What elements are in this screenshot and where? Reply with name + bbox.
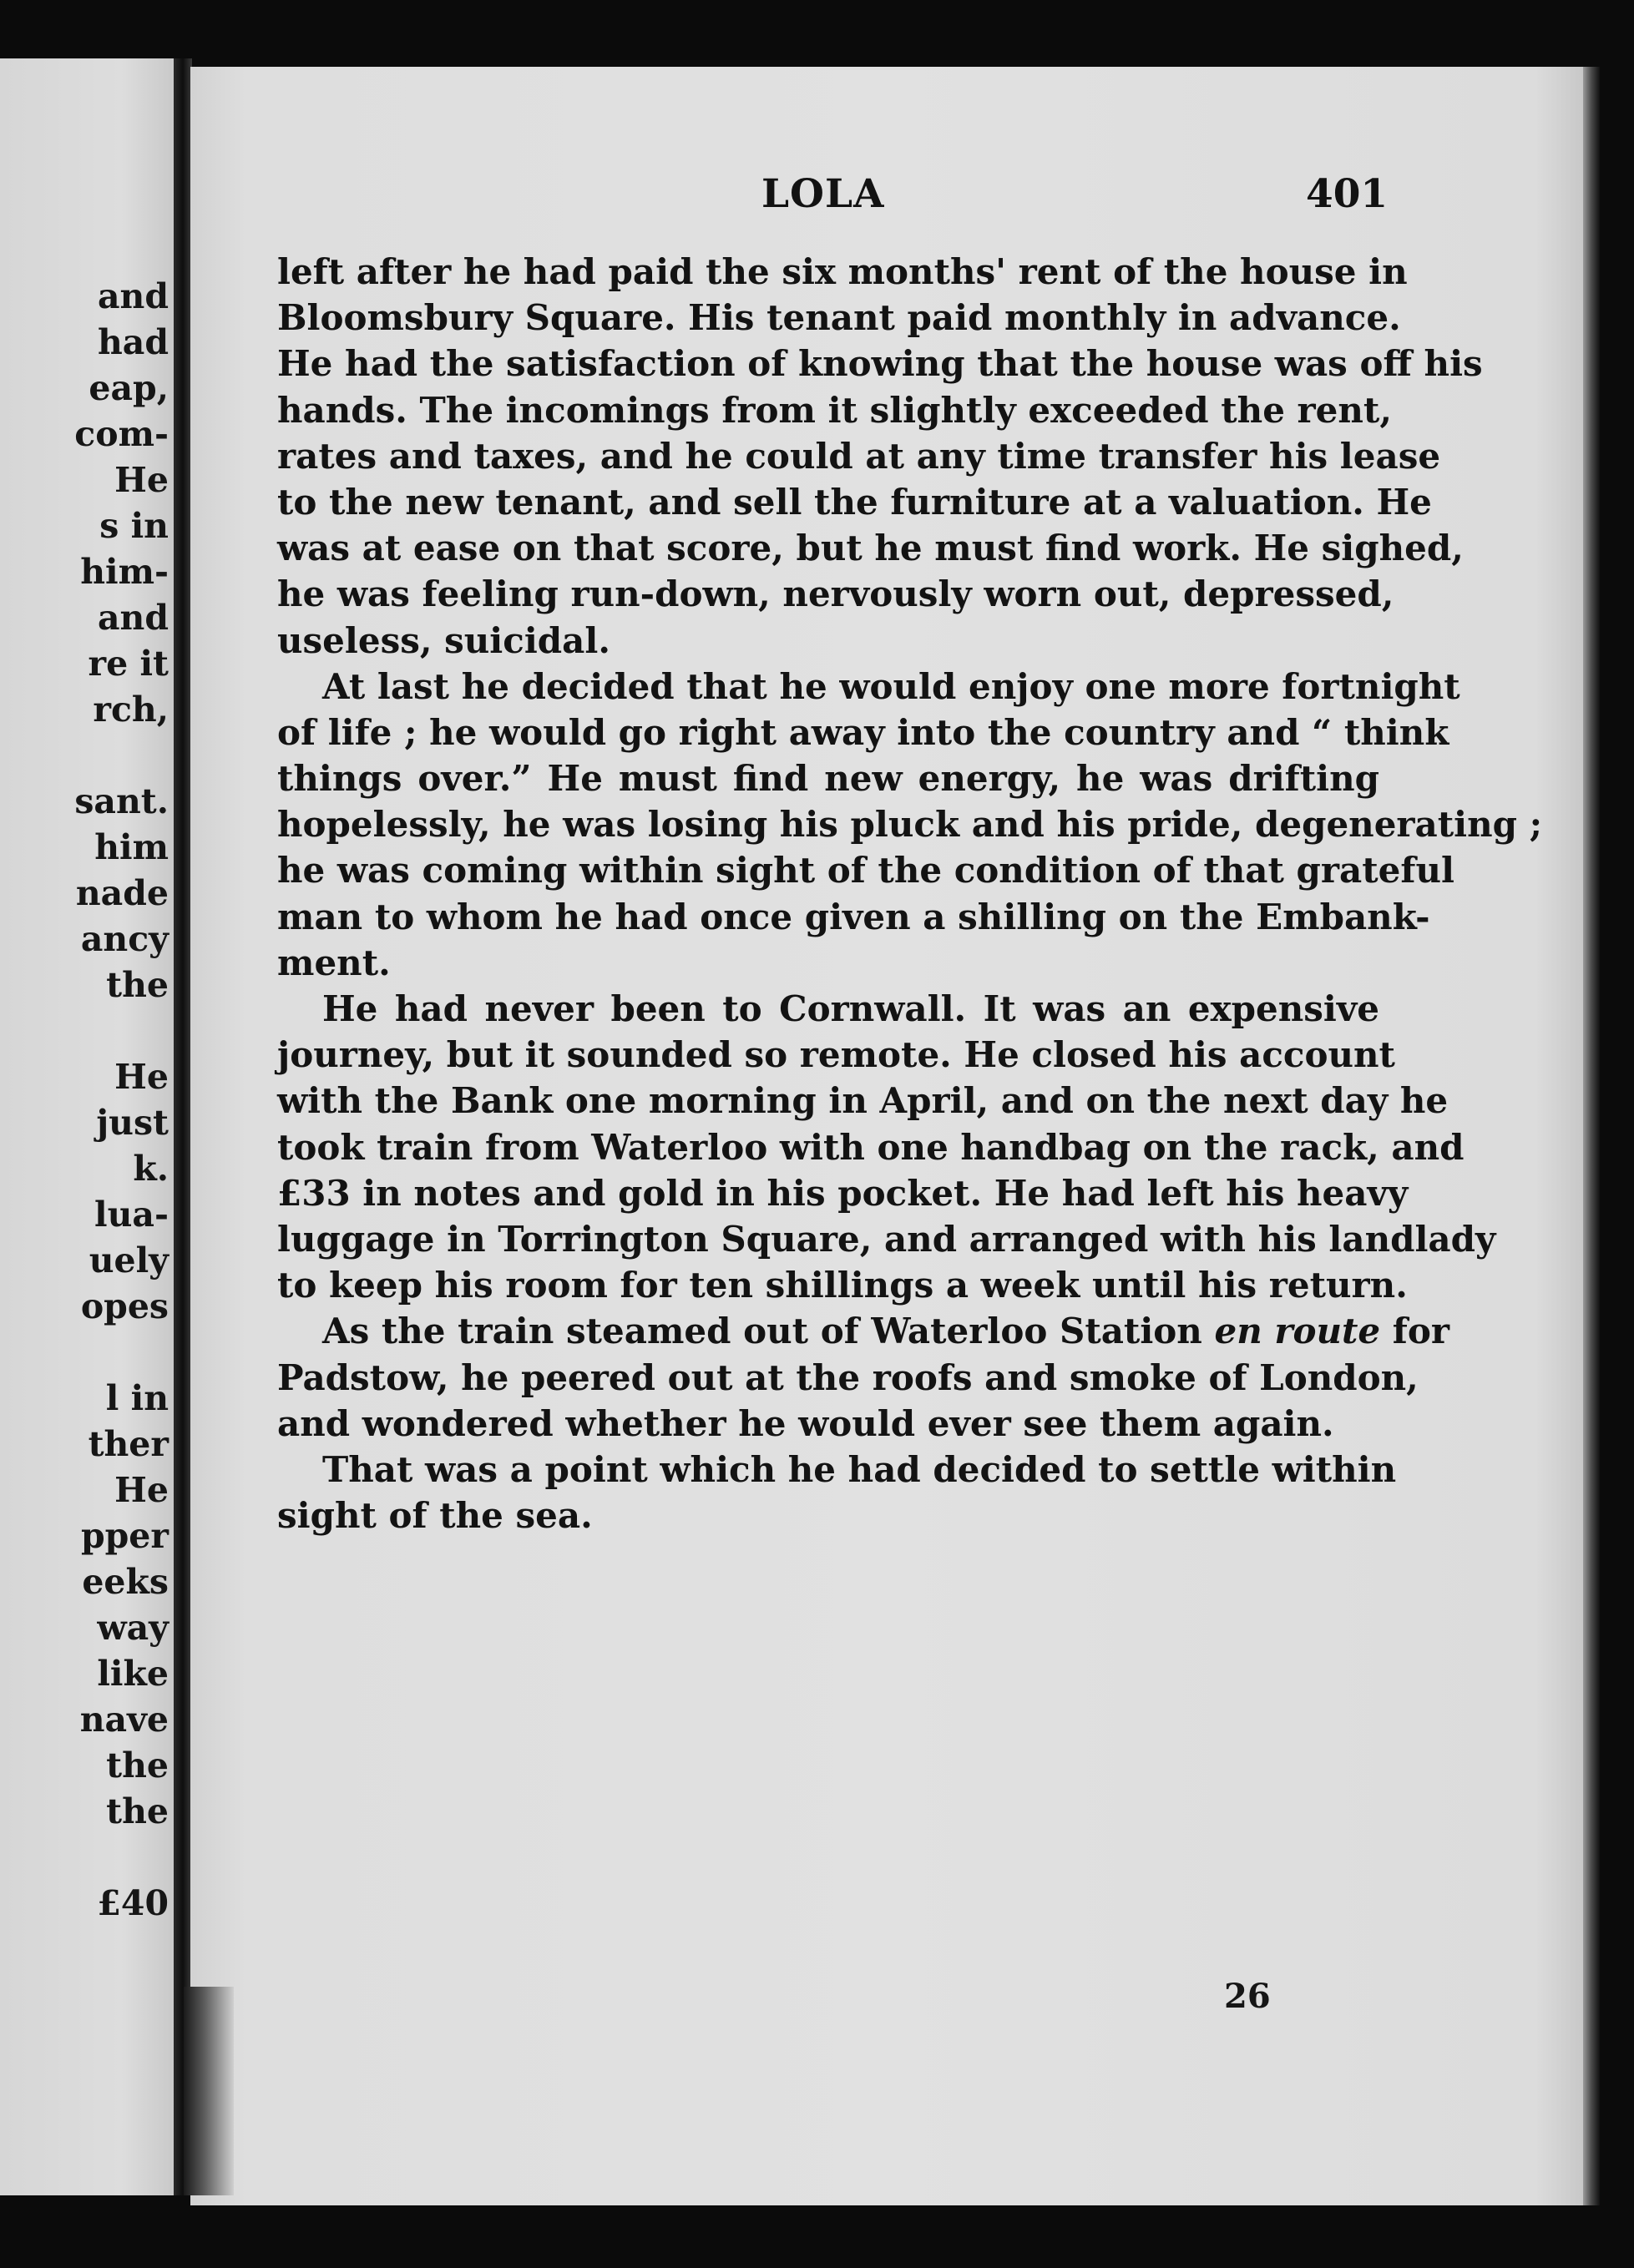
gutter-shadow [184,1987,234,2195]
text-line: with the Bank one morning in April, and on the next day he [277,1080,1449,1122]
book-gutter [174,58,192,2195]
text-line: and wondered whether he would ever see them again. [277,1402,1334,1444]
facing-page-line: him [94,827,169,867]
facing-page-line: lua- [94,1195,169,1235]
facing-page-line: rch, [93,689,169,730]
italic-phrase: en route [1214,1311,1381,1352]
signature-mark: 26 [1224,1977,1271,2016]
facing-page-line: and [97,276,169,316]
text-line: Padstow, he peered out at the roofs and smoke of London, [277,1356,1419,1398]
text-line: He had the satisfaction of knowing that the house was off his [277,343,1483,385]
facing-page-line: eeks [82,1562,169,1602]
facing-page-line: the [106,1791,169,1831]
text-line: man to whom he had once given a shilling on the Embank- [277,896,1430,937]
facing-page-line: nade [75,873,169,913]
facing-page-line: the [106,1745,169,1786]
text-line: he was feeling run-down, nervously worn out, depressed, [277,573,1394,615]
facing-page-line: just [96,1103,169,1143]
page-edge [1583,67,1600,2205]
facing-page-line: nave [79,1700,169,1740]
page-number: 401 [1306,171,1389,217]
facing-page-line: He [114,460,169,500]
text-line: useless, suicidal. [277,619,610,661]
facing-page-line: He [114,1057,169,1097]
text-line: of life ; he would go right away into the country and “ think [277,711,1449,753]
facing-page-line: l in [105,1378,169,1418]
text-line: things over.” He must find new energy, he was drifting [277,758,1379,800]
text-line: took train from Waterloo with one handbag on the rack, and [277,1126,1465,1168]
facing-page-line: eap, [89,368,169,408]
text-line: At last he decided that he would enjoy one more fortnight [322,665,1460,707]
text-line: Bloomsbury Square. His tenant paid monthly in advance. [277,297,1401,339]
text-line: luggage in Torrington Square, and arranged with his landlady [277,1218,1496,1260]
facing-page-line: had [97,322,169,362]
body-text [277,249,1543,1538]
facing-page-line: sant. [74,781,169,821]
text-line: That was a point which he had decided to settle within [322,1448,1397,1490]
text-line: sight of the sea. [277,1495,593,1537]
facing-page-line: the [106,965,169,1005]
text-line: hands. The incomings from it slightly exceeded the rent, [277,389,1392,431]
text-line: was at ease on that score, but he must find work. He sighed, [277,528,1464,569]
facing-page-line: s in [99,506,169,546]
facing-page-line: ancy [80,919,169,959]
text-line [277,1308,1449,1354]
text-line: he was coming within sight of the condition of that grateful [277,850,1454,892]
facing-page-line: opes [80,1286,169,1326]
facing-page-line: and [97,598,169,638]
text-line: left after he had paid the six months' rent of the house in [277,251,1408,292]
text-span: As the train steamed out of Waterloo Station [322,1311,1215,1352]
text-line: journey, but it sounded so remote. He closed his account [277,1034,1395,1076]
text-line: hopelessly, he was losing his pluck and his pride, degenerating ; [277,804,1543,846]
facing-page-line: re it [88,644,169,684]
facing-page-line: uely [89,1240,169,1280]
facing-page-line: pper [80,1516,169,1556]
facing-page-line: like [97,1654,169,1694]
text-line: ment. [277,942,391,983]
facing-page-line: £40 [97,1883,169,1923]
facing-page-line: ther [88,1424,169,1464]
text-line: rates and taxes, and he could at any time transfer his lease [277,435,1441,477]
text-line: £33 in notes and gold in his pocket. He had left his heavy [277,1172,1409,1214]
facing-page-line: com- [74,414,169,454]
text-line: to the new tenant, and sell the furniture at a valuation. He [277,481,1432,523]
facing-page-line: way [97,1608,169,1648]
text-span: for [1380,1311,1449,1352]
text-line: He had never been to Cornwall. It was an expensive [322,988,1379,1029]
running-title: LOLA [761,171,885,217]
facing-page-left [0,58,174,2195]
text-line: to keep his room for ten shillings a week until his return. [277,1265,1408,1306]
facing-page-line: k. [133,1149,169,1189]
facing-page-line: him- [80,552,169,592]
facing-page-line: He [114,1470,169,1510]
